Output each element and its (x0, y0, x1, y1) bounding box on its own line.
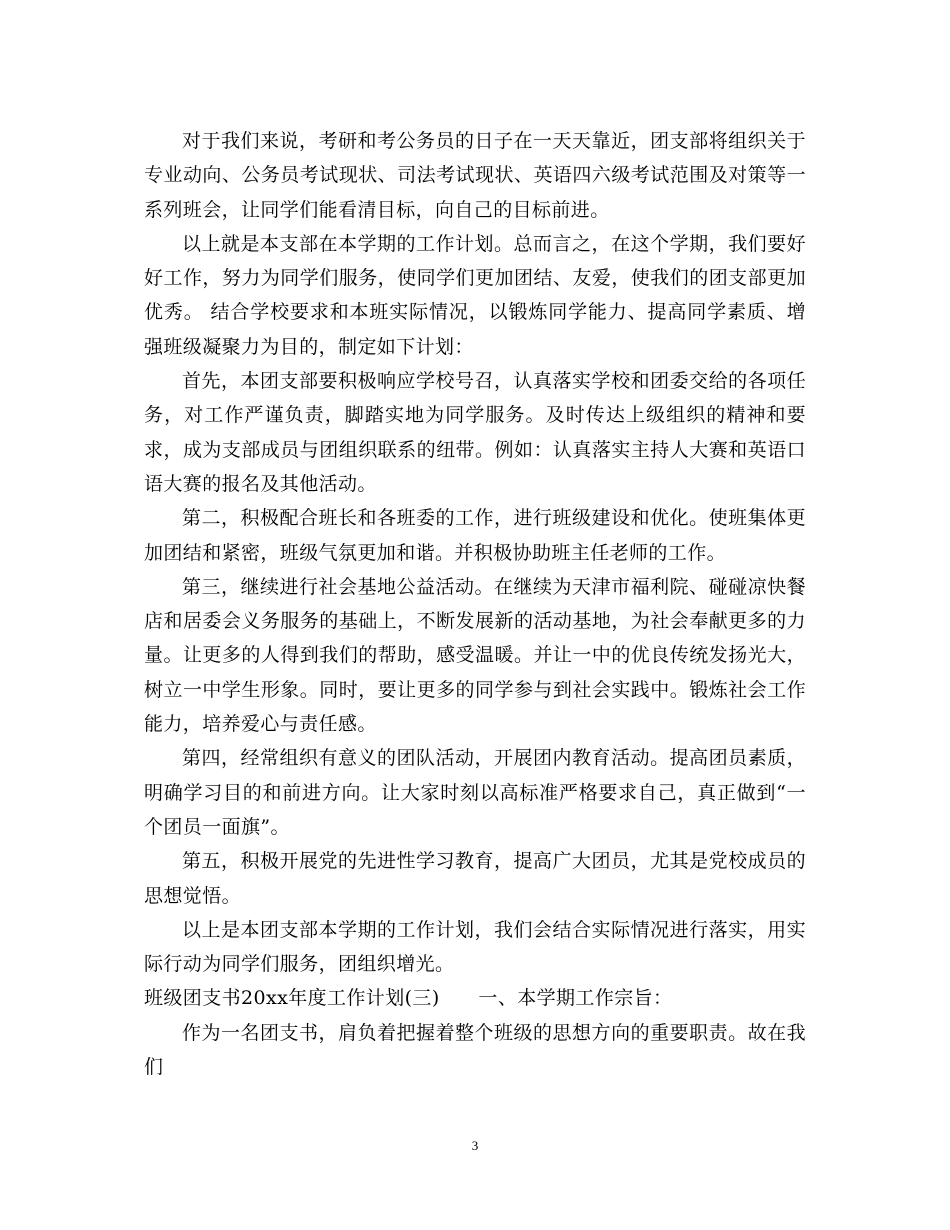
document-body (144, 124, 806, 1084)
paragraph-third: 第三，继续进行社会基地公益活动。在继续为天津市福利院、碰碰凉快餐店和居委会义务服务的基础上，不断发展新的活动基地，为社会奉献更多的力量。让更多的人得到我们的帮助，感受温暖。并让一中的优良传统发扬光大，树立一中学生形象。同时，要让更多的同学参与到社会实践中。锻炼社会工作能力，培养爱心与责任感。 (144, 575, 806, 736)
paragraph-fourth: 第四，经常组织有意义的团队活动，开展团内教育活动。提高团员素质，明确学习目的和前进方向。让大家时刻以高标准严格要求自己，真正做到“一个团员一面旗”。 (144, 747, 806, 838)
paragraph-conclusion: 以上是本团支部本学期的工作计划，我们会结合实际情况进行落实，用实际行动为同学们服务，团组织增光。 (144, 918, 806, 976)
section-heading: 班级团支书20xx年度工作计划(三) 一、本学期工作宗旨： (144, 987, 673, 1010)
paragraph-exam-preparation: 对于我们来说，考研和考公务员的日子在一天天靠近，团支部将组织关于专业动向、公务员考试现状、司法考试现状、英语四六级考试范围及对策等一系列班会，让同学们能看清目标，向自己的目标前进。 (144, 130, 806, 221)
page-number: 3 (471, 1138, 479, 1153)
paragraph-first: 首先，本团支部要积极响应学校号召，认真落实学校和团委交给的各项任务，对工作严谨负责，脚踏实地为同学服务。及时传达上级组织的精神和要求，成为支部成员与团组织联系的纽带。例如：认真落实主持人大赛和英语口语大赛的报名及其他活动。 (144, 370, 806, 495)
paragraph-second: 第二，积极配合班长和各班委的工作，进行班级建设和优化。使班集体更加团结和紧密，班级气氛更加和谐。并积极协助班主任老师的工作。 (144, 507, 806, 564)
paragraph-role-intro: 作为一名团支书，肩负着把握着整个班级的思想方向的重要职责。故在我们 (144, 1021, 806, 1079)
paragraph-summary-plan: 以上就是本支部在本学期的工作计划。总而言之，在这个学期，我们要好好工作，努力为同学们服务，使同学们更加团结、友爱，使我们的团支部更加优秀。 结合学校要求和本班实际情况，以锻炼同学能力、提高同学素质、增强班级凝聚力为目的，制定如下计划： (144, 232, 806, 358)
paragraph-fifth: 第五，积极开展党的先进性学习教育，提高广大团员，尤其是党校成员的思想觉悟。 (144, 850, 806, 907)
